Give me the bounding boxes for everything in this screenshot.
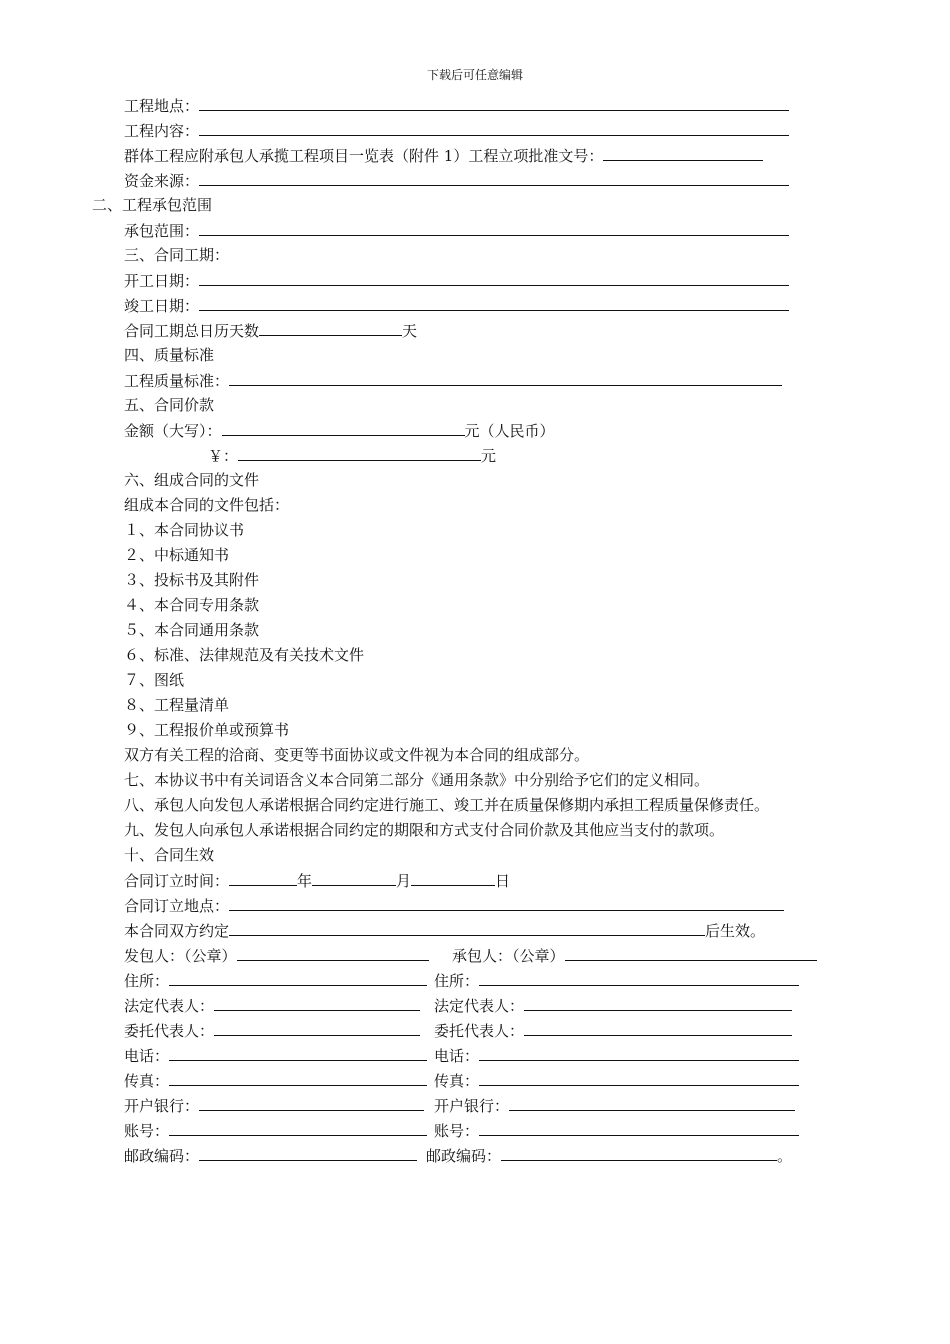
funds-blank[interactable] [199,170,789,186]
sign-place-blank[interactable] [229,895,784,911]
field-amount-upper: 金额（大写）： 元（人民币） [124,422,555,440]
field-total-days: 合同工期总日历天数 天 [124,322,418,340]
field-start-date: 开工日期： [124,270,789,291]
employer-fax-blank[interactable] [169,1070,427,1086]
total-days-blank[interactable] [259,320,402,336]
employer-address: 住所： [124,970,427,991]
doc-item-3: ３、投标书及其附件 [124,571,260,589]
section-6-heading: 六、组成合同的文件 [124,471,260,489]
section-7: 七、本协议书中有关词语含义本合同第二部分《通用条款》中分别给予它们的定义相同。 [124,771,710,789]
contractor-seal-blank[interactable] [565,945,817,961]
docs-note: 双方有关工程的洽商、变更等书面协议或文件视为本合同的组成部分。 [124,746,590,764]
scope-blank[interactable] [199,220,789,236]
quality-blank[interactable] [229,370,782,386]
field-funds: 资金来源： [124,170,789,191]
doc-item-9: ９、工程报价单或预算书 [124,721,290,739]
doc-item-5: ５、本合同通用条款 [124,621,260,639]
effective-blank[interactable] [229,920,705,936]
content-blank[interactable] [199,120,789,136]
site-blank[interactable] [199,95,789,111]
end-date-blank[interactable] [199,295,789,311]
section-10-heading: 十、合同生效 [124,846,215,864]
field-amount-yen: ￥： 元 [208,447,497,465]
employer-seal-blank[interactable] [237,945,429,961]
field-sign-time: 合同订立时间： 年 月 日 [124,872,511,890]
employer-address-blank[interactable] [169,970,427,986]
field-sign-place: 合同订立地点： [124,895,784,916]
employer-phone-blank[interactable] [169,1045,427,1061]
docs-intro: 组成本合同的文件包括： [124,496,290,514]
day-blank[interactable] [411,870,495,886]
contractor-fax-blank[interactable] [479,1070,799,1086]
section-9: 九、发包人向承包人承诺根据合同约定的期限和方式支付合同价款及其他应当支付的款项。 [124,821,725,839]
contractor-address: 住所： [434,970,799,991]
employer-account: 账号： [124,1120,427,1141]
employer-legal-rep-blank[interactable] [214,995,420,1011]
employer-postcode: 邮政编码： [124,1145,417,1166]
contractor-bank-blank[interactable] [509,1095,795,1111]
contractor-legal-rep-blank[interactable] [524,995,792,1011]
doc-item-6: ６、标准、法律规范及有关技术文件 [124,646,365,664]
employer-fax: 传真： [124,1070,427,1091]
start-date-blank[interactable] [199,270,789,286]
employer-bank-blank[interactable] [199,1095,424,1111]
field-approval-no: 群体工程应附承包人承揽工程项目一览表（附件 1）工程立项批准文号： [124,145,763,166]
field-site: 工程地点： [124,95,789,116]
doc-item-2: ２、中标通知书 [124,546,230,564]
contractor-bank: 开户银行： [434,1095,795,1116]
contractor-agent: 委托代表人： [434,1020,792,1041]
field-quality: 工程质量标准： [124,370,782,391]
section-4-heading: 四、质量标准 [124,346,215,364]
employer-legal-rep: 法定代表人： [124,995,420,1016]
year-blank[interactable] [229,870,297,886]
employer-postcode-blank[interactable] [199,1145,417,1161]
field-scope: 承包范围： [124,220,789,241]
employer-agent: 委托代表人： [124,1020,420,1041]
field-end-date: 竣工日期： [124,295,789,316]
employer-phone: 电话： [124,1045,427,1066]
contractor-agent-blank[interactable] [524,1020,792,1036]
field-content: 工程内容： [124,120,789,141]
month-blank[interactable] [312,870,396,886]
contractor-phone: 电话： [434,1045,799,1066]
contractor-account-blank[interactable] [479,1120,799,1136]
section-2-heading: 二、工程承包范围 [92,196,213,214]
employer-account-blank[interactable] [169,1120,427,1136]
contractor-address-blank[interactable] [479,970,799,986]
doc-item-7: ７、图纸 [124,671,185,689]
section-8: 八、承包人向发包人承诺根据合同约定进行施工、竣工并在质量保修期内承担工程质量保修责任。 [124,796,770,814]
contractor-seal: 承包人：（公章） [452,945,817,966]
contractor-fax: 传真： [434,1070,799,1091]
approval-no-blank[interactable] [603,145,763,161]
doc-item-4: ４、本合同专用条款 [124,596,260,614]
amount-yen-blank[interactable] [238,445,481,461]
contractor-postcode: 邮政编码： 。 [426,1147,793,1165]
field-effective: 本合同双方约定 后生效。 [124,922,766,940]
amount-upper-blank[interactable] [222,420,465,436]
section-3-heading: 三、合同工期： [124,246,230,264]
doc-item-8: ８、工程量清单 [124,696,230,714]
page-header: 下载后可任意编辑 [426,68,523,82]
employer-seal: 发包人：（公章） [124,945,429,966]
section-5-heading: 五、合同价款 [124,396,215,414]
contractor-postcode-blank[interactable] [501,1145,777,1161]
doc-item-1: １、本合同协议书 [124,521,245,539]
contractor-phone-blank[interactable] [479,1045,799,1061]
employer-bank: 开户银行： [124,1095,424,1116]
employer-agent-blank[interactable] [214,1020,420,1036]
contractor-legal-rep: 法定代表人： [434,995,792,1016]
contractor-account: 账号： [434,1120,799,1141]
